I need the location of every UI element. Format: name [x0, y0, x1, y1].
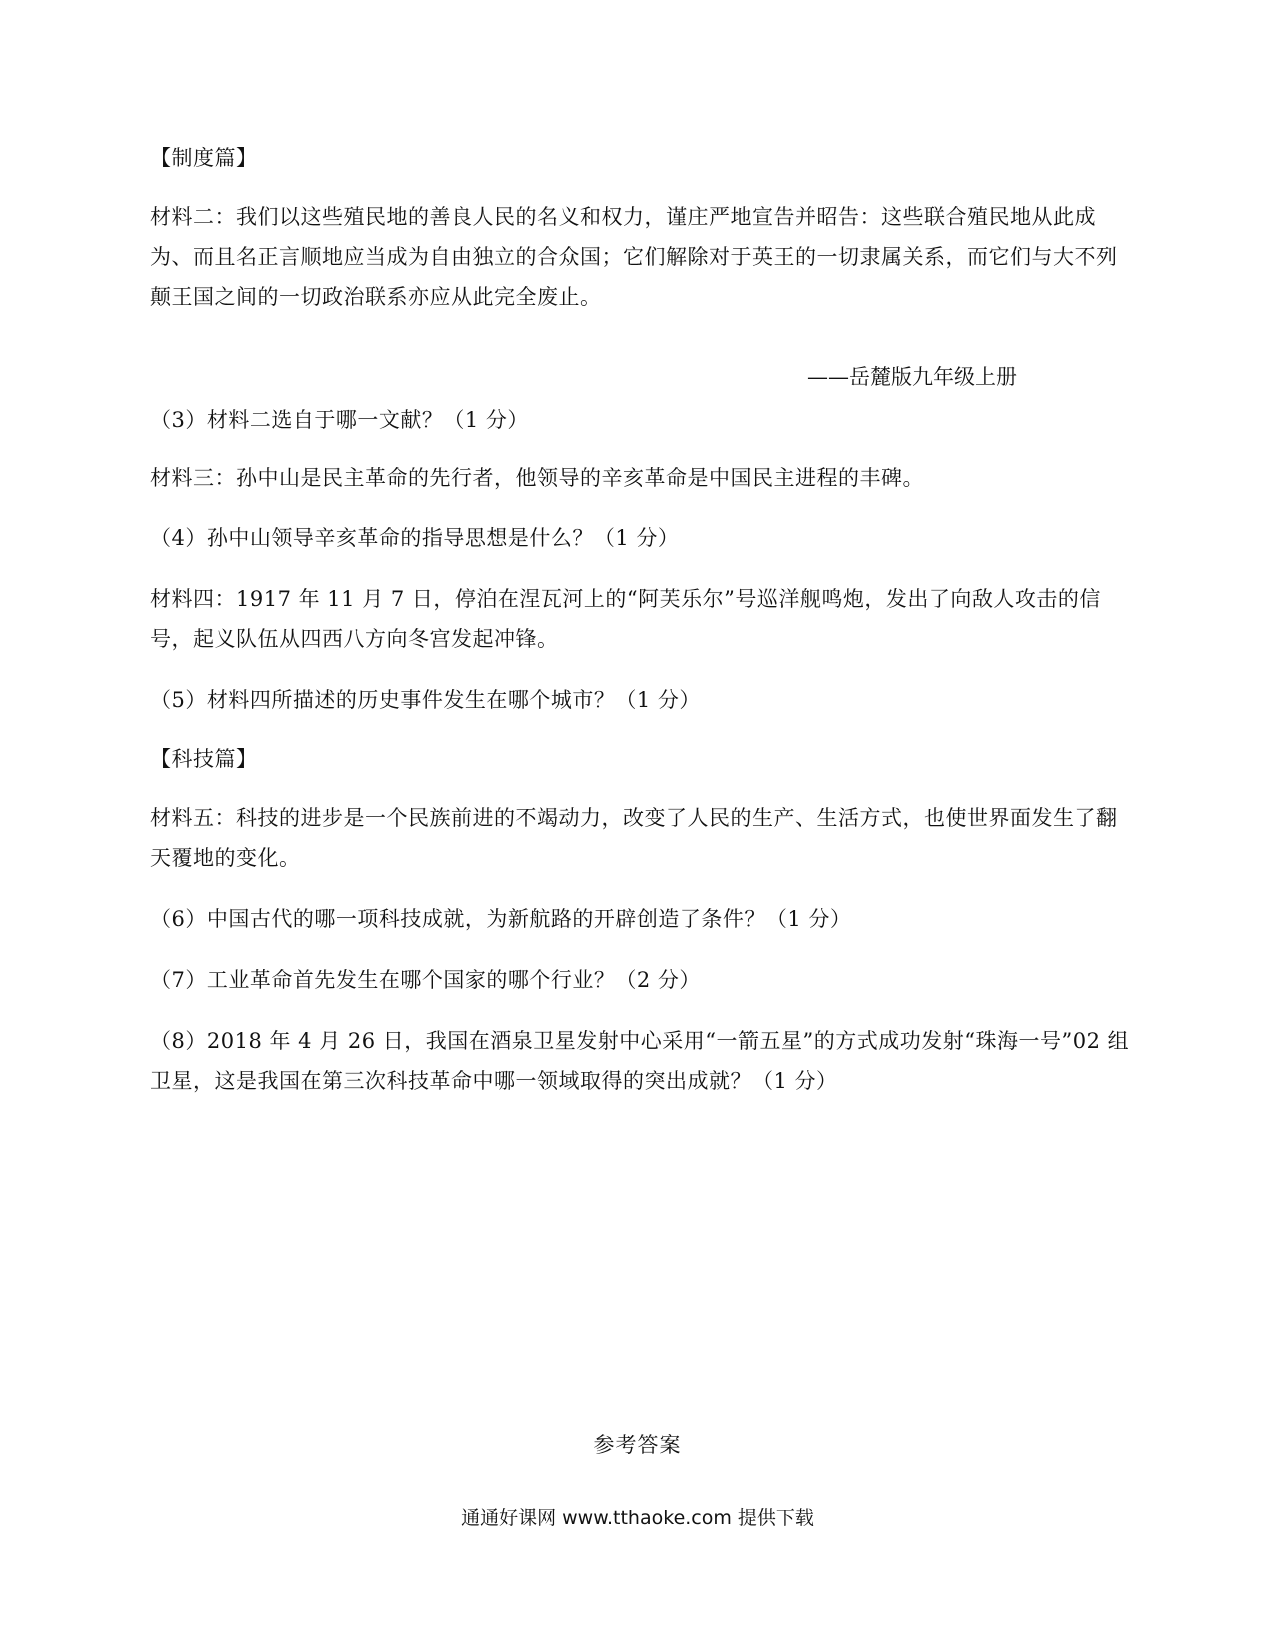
- section-title-technology: 【科技篇】: [150, 747, 258, 771]
- question-8: （8）2018 年 4 月 26 日，我国在酒泉卫星发射中心采用“一箭五星”的方式成功发射“珠海一号”02 组卫星，这是我国在第三次科技革命中哪一领域取得的突出成就？（1 分）: [150, 1029, 1130, 1093]
- section-title-system: 【制度篇】: [150, 146, 258, 170]
- question-3: （3）材料二选自于哪一文献？（1 分）: [150, 408, 529, 432]
- question-5: （5）材料四所描述的历史事件发生在哪个城市？（1 分）: [150, 688, 701, 712]
- question-4: （4）孙中山领导辛亥革命的指导思想是什么？（1 分）: [150, 526, 680, 550]
- question-7: （7）工业革命首先发生在哪个国家的哪个行业？（2 分）: [150, 968, 701, 992]
- material-2-source: ——岳麓版九年级上册: [807, 365, 1017, 389]
- download-footer: 通通好课网 www.tthaoke.com 提供下载: [461, 1507, 814, 1529]
- answer-section-title: 参考答案: [593, 1433, 682, 1457]
- question-6: （6）中国古代的哪一项科技成就，为新航路的开辟创造了条件？（1 分）: [150, 907, 852, 931]
- material-5-text: 材料五：科技的进步是一个民族前进的不竭动力，改变了人民的生产、生活方式，也使世界面发生了翻天覆地的变化。: [150, 806, 1118, 870]
- material-2-text: 材料二：我们以这些殖民地的善良人民的名义和权力，谨庄严地宣告并昭告：这些联合殖民地从此成为、而且名正言顺地应当成为自由独立的合众国；它们解除对于英王的一切隶属关系，而它们与大不列颠王国之间的一切政治联系亦应从此完全废止。: [150, 205, 1118, 309]
- material-4-text: 材料四：1917 年 11 月 7 日，停泊在涅瓦河上的“阿芙乐尔”号巡洋舰鸣炮，发出了向敌人攻击的信号，起义队伍从四西八方向冬宫发起冲锋。: [150, 587, 1101, 651]
- material-3-text: 材料三：孙中山是民主革命的先行者，他领导的辛亥革命是中国民主进程的丰碑。: [150, 466, 924, 490]
